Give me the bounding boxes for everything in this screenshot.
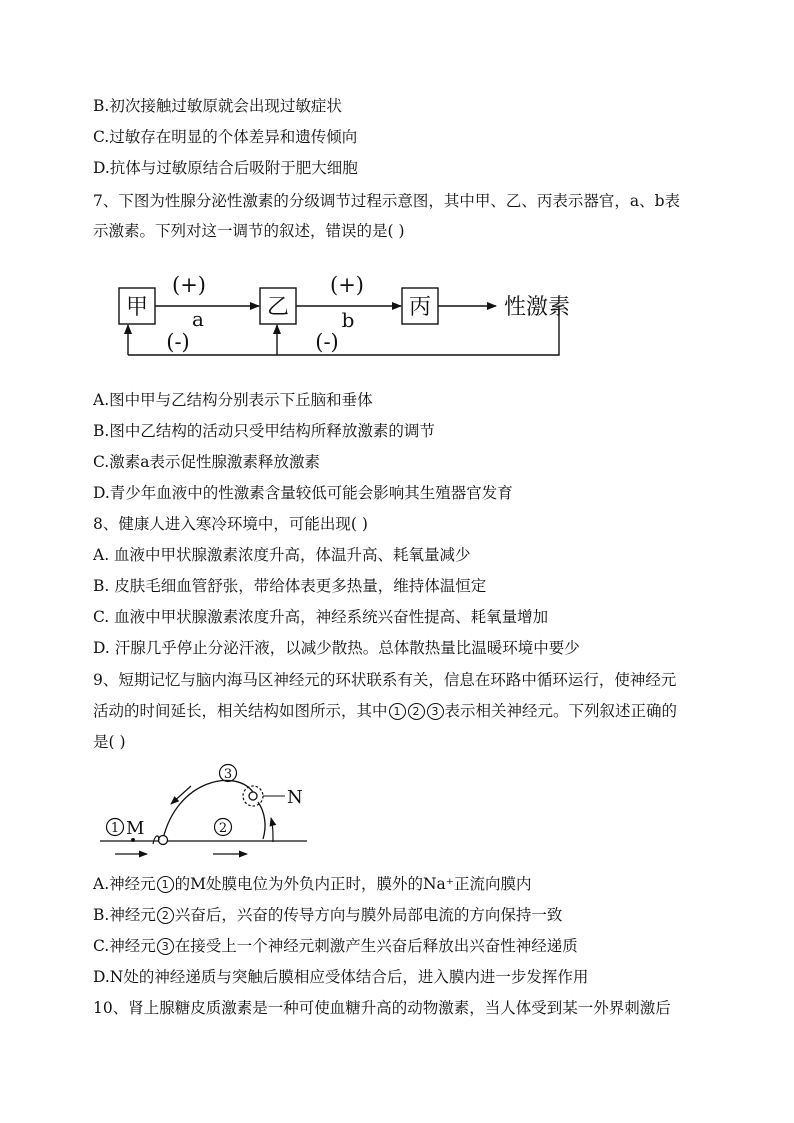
q9-option-b-pre: B.神经元 — [93, 906, 156, 924]
label-3: 3 — [223, 767, 233, 782]
q9-stem-line2 — [93, 701, 677, 721]
q9-option-a-pre: A.神经元 — [93, 875, 156, 893]
q9-stem-line2-pre: 活动的时间延长，相关结构如图所示，其中 — [93, 702, 388, 720]
q7-option-d: D.青少年血液中的性激素含量较低可能会影响其生殖器官发育 — [93, 484, 513, 502]
plus-label-1: (+) — [172, 273, 206, 297]
label-m: M — [126, 818, 145, 839]
q9-option-a — [93, 874, 531, 894]
q7-hormone-regulation-diagram — [100, 265, 600, 365]
neuron-3-marker: 3 — [427, 703, 444, 720]
q9-option-c-pre: C.神经元 — [93, 937, 156, 955]
q8-option-b: B. 皮肤毛细血管舒张，带给体表更多热量，维持体温恒定 — [93, 577, 487, 595]
box-yi-label: 乙 — [266, 295, 290, 320]
q9-stem-line1: 9、短期记忆与脑内海马区神经元的环状联系有关，信息在环路中循环运行，使神经元 — [93, 671, 677, 689]
minus-label-2: (-) — [315, 330, 339, 354]
box-jia-label: 甲 — [125, 295, 149, 320]
neuron-1-marker-a: 1 — [157, 876, 174, 893]
q9-option-c — [93, 936, 578, 956]
q7-option-a: A.图中甲与乙结构分别表示下丘脑和垂体 — [93, 391, 373, 409]
minus-label-1: (-) — [166, 330, 190, 354]
label-2: 2 — [218, 821, 228, 836]
q10-stem-line1: 10、肾上腺糖皮质激素是一种可使血糖升高的动物激素，当人体受到某一外界刺激后 — [93, 999, 671, 1017]
q7-stem-line1: 7、下图为性腺分泌性激素的分级调节过程示意图，其中甲、乙、丙表示器官，a、b表 — [93, 192, 681, 210]
synapse-left — [159, 836, 168, 845]
hormone-a-label: a — [192, 307, 204, 331]
q8-option-d: D. 汗腺几乎停止分泌汗液，以减少散热。总体散热量比温暖环境中要少 — [93, 639, 580, 657]
q9-stem-line2-post: 表示相关神经元。下列叙述正确的 — [444, 702, 678, 720]
q6-option-c: C.过敏存在明显的个体差异和遗传倾向 — [93, 128, 358, 146]
q9-option-d: D.N处的神经递质与突触后膜相应受体结合后，进入膜内进一步发挥作用 — [93, 968, 589, 986]
q9-stem-line3: 是( ) — [93, 733, 126, 751]
label-n: N — [287, 787, 303, 808]
hormone-b-label: b — [341, 308, 355, 332]
q6-option-d: D.抗体与过敏原结合后吸附于肥大细胞 — [93, 159, 358, 177]
neuron-2-marker-b: 2 — [157, 907, 174, 924]
neuron-1-marker: 1 — [389, 703, 406, 720]
label-1: 1 — [110, 821, 120, 836]
q9-neuron-loop-diagram — [95, 760, 325, 865]
q6-option-b: B.初次接触过敏原就会出现过敏症状 — [93, 97, 342, 115]
neuron-loop-return — [258, 802, 265, 839]
q9-option-b — [93, 905, 562, 925]
q9-option-a-post: 的M处膜电位为外负内正时，膜外的Na⁺正流向膜内 — [174, 875, 532, 893]
q9-option-c-post: 在接受上一个神经元刺激产生兴奋后释放出兴奋性神经递质 — [174, 937, 578, 955]
plus-label-2: (+) — [330, 273, 364, 297]
neuron-2-marker: 2 — [408, 703, 425, 720]
return-direction-arrow — [271, 818, 273, 842]
box-bing-label: 丙 — [408, 295, 432, 320]
q8-option-a: A. 血液中甲状腺激素浓度升高，体温升高、耗氧量减少 — [93, 546, 471, 564]
neuron-3-marker-c: 3 — [157, 938, 174, 955]
neuron-loop-arc — [163, 780, 253, 839]
q9-option-b-post: 兴奋后，兴奋的传导方向与膜外局部电流的方向保持一致 — [174, 906, 563, 924]
q7-stem-line2: 示激素。下列对这一调节的叙述，错误的是( ) — [93, 222, 405, 240]
synapse-n — [249, 792, 257, 800]
q7-option-c: C.激素a表示促性腺激素释放激素 — [93, 453, 320, 471]
q8-option-c: C. 血液中甲状腺激素浓度升高，神经系统兴奋性提高、耗氧量增加 — [93, 608, 549, 626]
output-sex-hormone: 性激素 — [504, 295, 571, 320]
q8-stem: 8、健康人进入寒冷环境中，可能出现( ) — [93, 515, 368, 533]
q7-option-b: B.图中乙结构的活动只受甲结构所释放激素的调节 — [93, 422, 435, 440]
